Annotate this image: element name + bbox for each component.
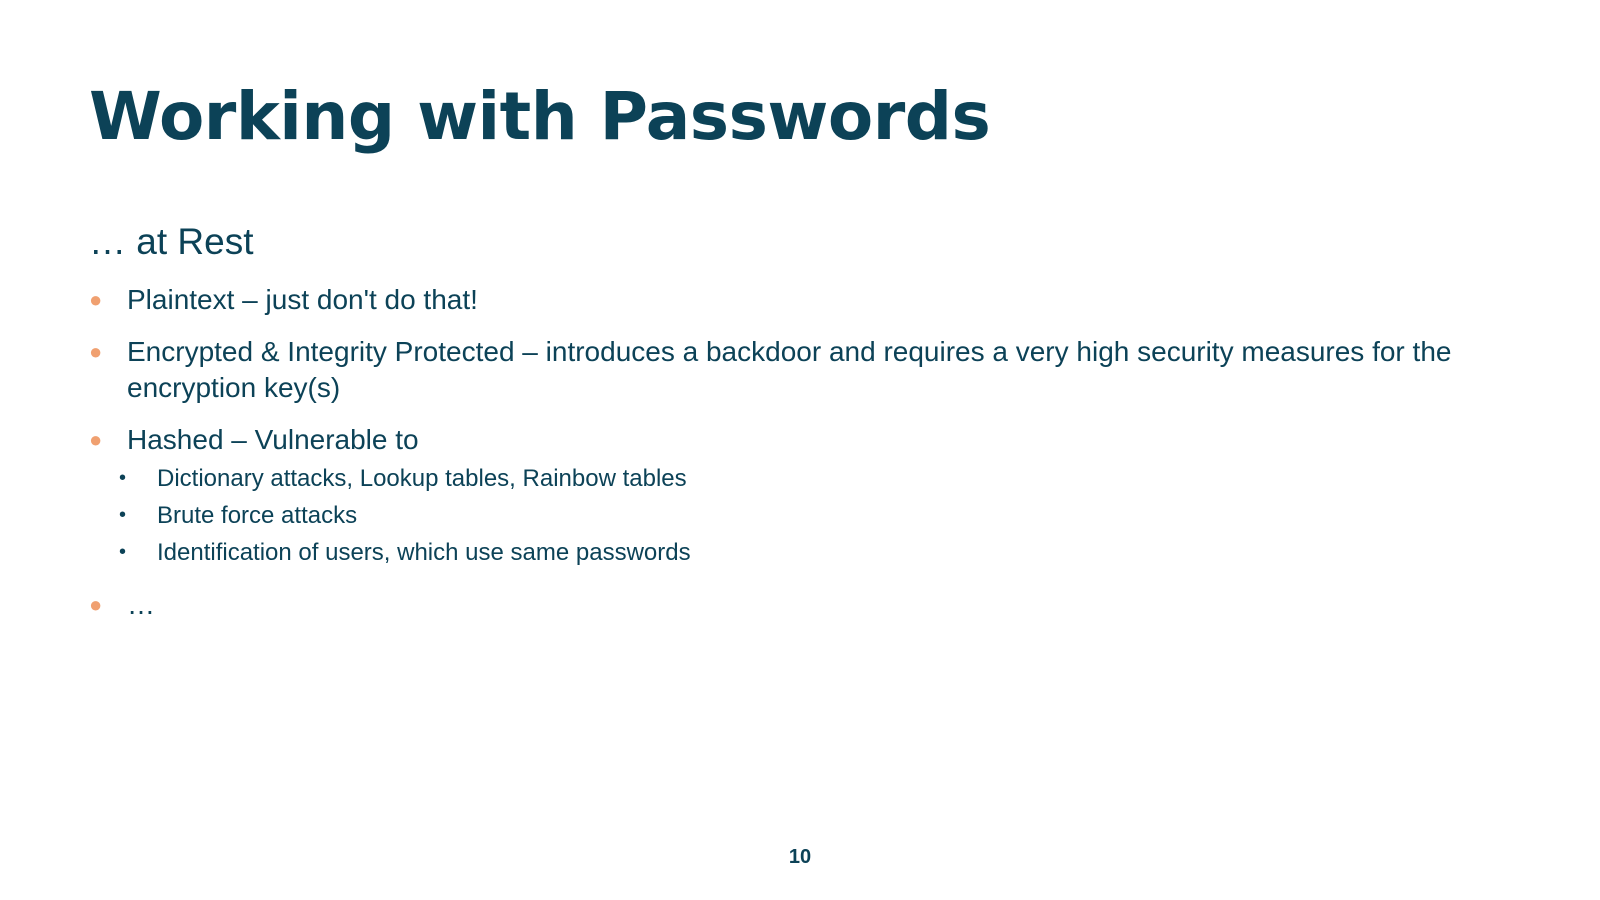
bullet-icon: ● bbox=[89, 339, 103, 364]
bullet-item-ellipsis bbox=[89, 587, 1489, 623]
bullet-text: Hashed – Vulnerable to bbox=[127, 424, 419, 455]
bullet-text: Plaintext – just don't do that! bbox=[127, 284, 478, 315]
sub-bullet-list bbox=[119, 460, 1489, 571]
sub-bullet-icon: • bbox=[119, 504, 127, 526]
bullet-icon: ● bbox=[89, 592, 103, 617]
sub-bullet-text: Identification of users, which use same passwords bbox=[157, 539, 691, 566]
slide-subtitle: … at Rest bbox=[89, 221, 254, 262]
sub-bullet-text: Brute force attacks bbox=[157, 502, 358, 529]
bullet-item-plaintext bbox=[89, 282, 1489, 318]
page-number: 10 bbox=[788, 846, 812, 868]
slide-title: Working with Passwords bbox=[89, 78, 991, 155]
sub-bullet-icon: • bbox=[119, 541, 127, 563]
bullet-list bbox=[89, 282, 1489, 639]
bullet-item-hashed bbox=[89, 422, 1489, 571]
bullet-text: … bbox=[127, 589, 155, 620]
bullet-icon: ● bbox=[89, 287, 103, 312]
sub-bullet-item bbox=[119, 534, 1489, 571]
bullet-text: Encrypted & Integrity Protected – introduces a backdoor and requires a very high security measures for the encryption key(s) bbox=[127, 336, 1452, 403]
bullet-item-encrypted bbox=[89, 334, 1489, 406]
sub-bullet-icon: • bbox=[119, 467, 127, 489]
sub-bullet-item bbox=[119, 460, 1489, 497]
bullet-icon: ● bbox=[89, 427, 103, 452]
sub-bullet-text: Dictionary attacks, Lookup tables, Rainbow tables bbox=[157, 465, 687, 492]
sub-bullet-item bbox=[119, 497, 1489, 534]
